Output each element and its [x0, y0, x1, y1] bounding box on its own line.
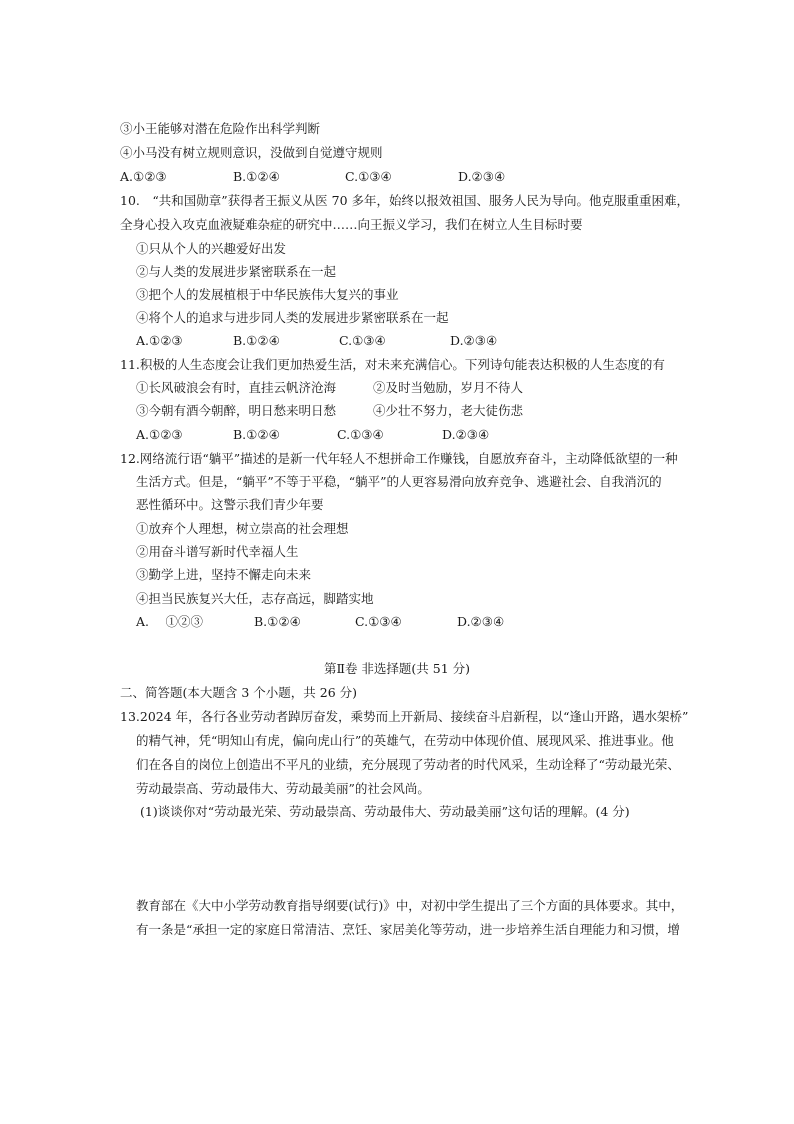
q11-item-3: ③今朝有酒今朝醉，明日愁来明日愁 — [136, 403, 337, 418]
q11-item-4: ④少壮不努力，老大徒伤悲 — [373, 403, 524, 418]
q10-item-1: ①只从个人的兴趣爱好出发 — [136, 241, 287, 256]
q11-option-c: C.①③④ — [337, 427, 384, 442]
q12-options — [136, 613, 696, 631]
q9-options — [120, 168, 680, 186]
q12-item-4: ④担当民族复兴大任，志存高远，脚踏实地 — [136, 591, 374, 606]
q11-options — [136, 426, 696, 444]
q13-subquestion-1: (1)谈谈你对“劳动最光荣、劳动最崇高、劳动最伟大、劳动最美丽”这句话的理解。(4 分) — [140, 804, 630, 819]
q9-item-4: ④小马没有树立规则意识，没做到自觉遵守规则 — [120, 145, 383, 160]
q13-paragraph-2-line-1: 教育部在《大中小学劳动教育指导纲要(试行)》中，对初中学生提出了三个方面的具体要求。其中， — [136, 898, 684, 913]
q9-option-d: D.②③④ — [458, 169, 506, 184]
q13-line-3: 们在各自的岗位上创造出不平凡的业绩，充分展现了劳动者的时代风采，生动诠释了“劳动最光荣、 — [136, 757, 680, 772]
q11-option-a: A.①②③ — [136, 427, 183, 442]
q10-option-d: D.②③④ — [450, 333, 498, 348]
q13-line-4: 劳动最崇高、劳动最伟大、劳动最美丽”的社会风尚。 — [136, 781, 430, 796]
q10-option-c: C.①③④ — [339, 333, 386, 348]
q12-item-1: ①放弃个人理想，树立崇高的社会理想 — [136, 521, 349, 536]
part-2-title: 第Ⅱ卷 非选择题(共 51 分) — [323, 661, 471, 676]
q12-stem-line-2: 生活方式。但是，“躺平”不等于平稳，“躺平”的人更容易滑向放弃竞争、逃避社会、自我消沉的 — [136, 474, 662, 489]
q13-line-2: 的精气神，凭“明知山有虎，偏向虎山行”的英雄气，在劳动中体现价值、展现风采、推进事业。他 — [136, 733, 674, 748]
q11-option-d: D.②③④ — [442, 427, 490, 442]
q12-option-a: A. ①②③ — [136, 614, 203, 629]
q9-option-c: C.①③④ — [345, 169, 392, 184]
q12-option-d: D.②③④ — [457, 614, 505, 629]
q10-item-2: ②与人类的发展进步紧密联系在一起 — [136, 264, 337, 279]
section-2-heading: 二、简答题(本大题含 3 个小题，共 26 分) — [120, 685, 358, 700]
q12-item-2: ②用奋斗谱写新时代幸福人生 — [136, 544, 299, 559]
q11-option-b: B.①②④ — [233, 427, 280, 442]
q12-option-c: C.①③④ — [355, 614, 402, 629]
q12-item-3: ③勤学上进，坚持不懈走向未来 — [136, 567, 312, 582]
q13-paragraph-2-line-2: 有一条是“承担一定的家庭日常清洁、烹饪、家居美化等劳动，进一步培养生活自理能力和习惯，增 — [136, 922, 680, 937]
q12-stem-line-1: 12.网络流行语“躺平”描述的是新一代年轻人不想拼命工作赚钱，自愿放弃奋斗，主动降低欲望的一种 — [120, 451, 678, 466]
q10-option-b: B.①②④ — [233, 333, 280, 348]
q9-option-a: A.①②③ — [120, 169, 167, 184]
q10-item-3: ③把个人的发展植根于中华民族伟大复兴的事业 — [136, 287, 399, 302]
q11-item-2: ②及时当勉励，岁月不待人 — [373, 380, 524, 395]
q9-option-b: B.①②④ — [233, 169, 280, 184]
q10-stem-line-2: 全身心投入攻克血液疑难杂症的研究中……向王振义学习，我们在树立人生目标时要 — [120, 217, 583, 232]
q12-stem-line-3: 恶性循环中。这警示我们青少年要 — [136, 497, 324, 512]
q10-item-4: ④将个人的追求与进步同人类的发展进步紧密联系在一起 — [136, 310, 449, 325]
q10-option-a: A.①②③ — [136, 333, 183, 348]
q11-stem: 11.积极的人生态度会让我们更加热爱生活，对未来充满信心。下列诗句能表达积极的人生态度的有 — [120, 357, 665, 372]
q13-line-1: 13.2024 年，各行各业劳动者踔厉奋发，乘势而上开新局、接续奋斗启新程，以“逢山开路，遇水架桥” — [120, 709, 689, 724]
q12-option-b: B.①②④ — [254, 614, 301, 629]
q10-stem-line-1: 10. “共和国勋章”获得者王振义从医 70 多年，始终以报效祖国、服务人民为导向。他克服重重困难， — [120, 193, 690, 208]
q11-item-1: ①长风破浪会有时，直挂云帆济沧海 — [136, 380, 337, 395]
q9-item-3: ③小王能够对潜在危险作出科学判断 — [120, 121, 321, 136]
q10-options — [136, 332, 696, 350]
